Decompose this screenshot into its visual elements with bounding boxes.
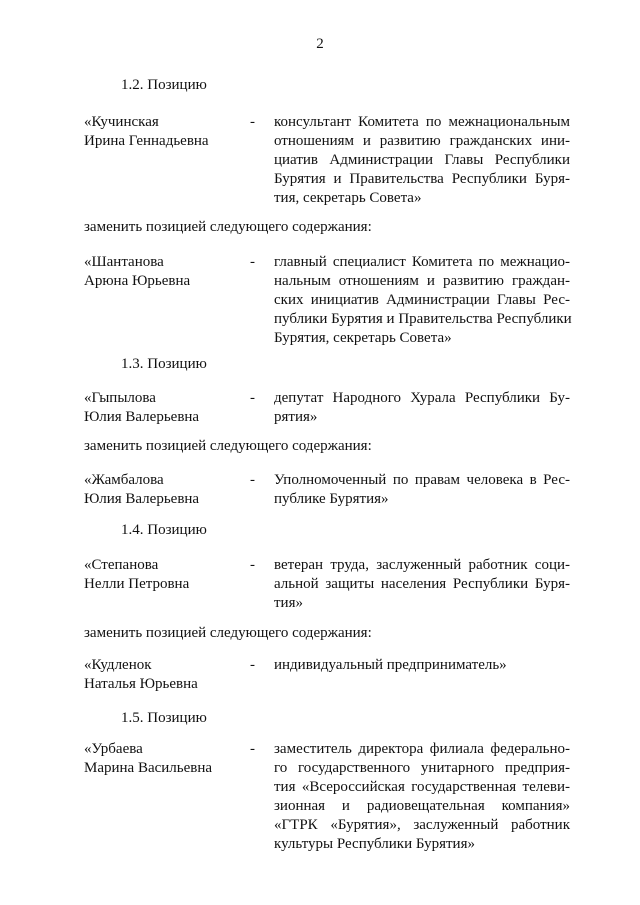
desc-line: отношениям и развитию гражданских ини- xyxy=(274,133,570,149)
separator-dash: - xyxy=(250,472,255,488)
replace-instruction: заменить позицией следующего содержания: xyxy=(84,438,372,454)
desc-line: заместитель директора филиала федерально- xyxy=(274,741,570,757)
separator-dash: - xyxy=(250,390,255,406)
desc-line: ских инициатив Администрации Главы Рес- xyxy=(274,292,570,308)
position-description xyxy=(274,740,570,854)
desc-line: го государственного унитарного предприя- xyxy=(274,760,570,776)
separator-dash: - xyxy=(250,741,255,757)
name-line: «Шантанова xyxy=(84,254,164,270)
desc-line: Бурятия, секретарь Совета» xyxy=(274,330,452,346)
person-name xyxy=(84,740,244,778)
name-line: «Кучинская xyxy=(84,114,159,130)
name-line: Наталья Юрьевна xyxy=(84,676,198,692)
name-line: «Урбаева xyxy=(84,741,143,757)
position-description xyxy=(274,656,570,675)
separator-dash: - xyxy=(250,557,255,573)
position-description xyxy=(274,471,570,509)
desc-line: главный специалист Комитета по межнацио- xyxy=(274,254,570,270)
position-description xyxy=(274,253,570,348)
desc-line: зионная и радиовещательная компания» xyxy=(274,798,570,814)
desc-line: альной защиты населения Республики Буря- xyxy=(274,576,570,592)
section-heading: 1.5. Позицию xyxy=(121,710,207,726)
name-line: Ирина Геннадьевна xyxy=(84,133,209,149)
person-name xyxy=(84,656,244,694)
name-line: Нелли Петровна xyxy=(84,576,190,592)
separator-dash: - xyxy=(250,114,255,130)
section-heading: 1.4. Позицию xyxy=(121,522,207,538)
desc-line: циатив Администрации Главы Республики xyxy=(274,152,570,168)
name-line: Юлия Валерьевна xyxy=(84,409,200,425)
desc-line: тия «Всероссийская государственная телеви- xyxy=(274,779,570,795)
page-number: 2 xyxy=(316,36,324,52)
name-line: «Жамбалова xyxy=(84,472,164,488)
position-description xyxy=(274,113,570,208)
desc-line: Бурятия и Правительства Республики Буря- xyxy=(274,171,570,187)
name-line: «Кудленок xyxy=(84,657,152,673)
replace-instruction: заменить позицией следующего содержания: xyxy=(84,219,372,235)
person-name xyxy=(84,471,244,509)
name-line: «Степанова xyxy=(84,557,159,573)
desc-line: культуры Республики Бурятия» xyxy=(274,836,475,852)
name-line: Арюна Юрьевна xyxy=(84,273,191,289)
replace-instruction: заменить позицией следующего содержания: xyxy=(84,625,372,641)
desc-line: публики Бурятия и Правительства Республики xyxy=(274,311,572,327)
desc-line: рятия» xyxy=(274,409,318,425)
desc-line: нальным отношениям и развитию граждан- xyxy=(274,273,570,289)
separator-dash: - xyxy=(250,254,255,270)
person-name xyxy=(84,389,244,427)
desc-line: ветеран труда, заслуженный работник соци- xyxy=(274,557,570,573)
separator-dash: - xyxy=(250,657,255,673)
desc-line: депутат Народного Хурала Республики Бу- xyxy=(274,390,570,406)
name-line: Юлия Валерьевна xyxy=(84,491,200,507)
desc-line: «ГТРК «Бурятия», заслуженный работник xyxy=(274,817,570,833)
desc-line: Уполномоченный по правам человека в Рес- xyxy=(274,472,570,488)
desc-line: публике Бурятия» xyxy=(274,491,389,507)
section-heading: 1.3. Позицию xyxy=(121,356,207,372)
desc-line: консультант Комитета по межнациональным xyxy=(274,114,570,130)
name-line: Марина Васильевна xyxy=(84,760,213,776)
desc-line: тия» xyxy=(274,595,303,611)
person-name xyxy=(84,113,244,151)
position-description xyxy=(274,389,570,427)
person-name xyxy=(84,556,244,594)
desc-line: тия, секретарь Совета» xyxy=(274,190,422,206)
section-heading: 1.2. Позицию xyxy=(121,77,207,93)
position-description xyxy=(274,556,570,613)
person-name xyxy=(84,253,244,291)
desc-line: индивидуальный предприниматель» xyxy=(274,657,507,673)
name-line: «Гыпылова xyxy=(84,390,156,406)
